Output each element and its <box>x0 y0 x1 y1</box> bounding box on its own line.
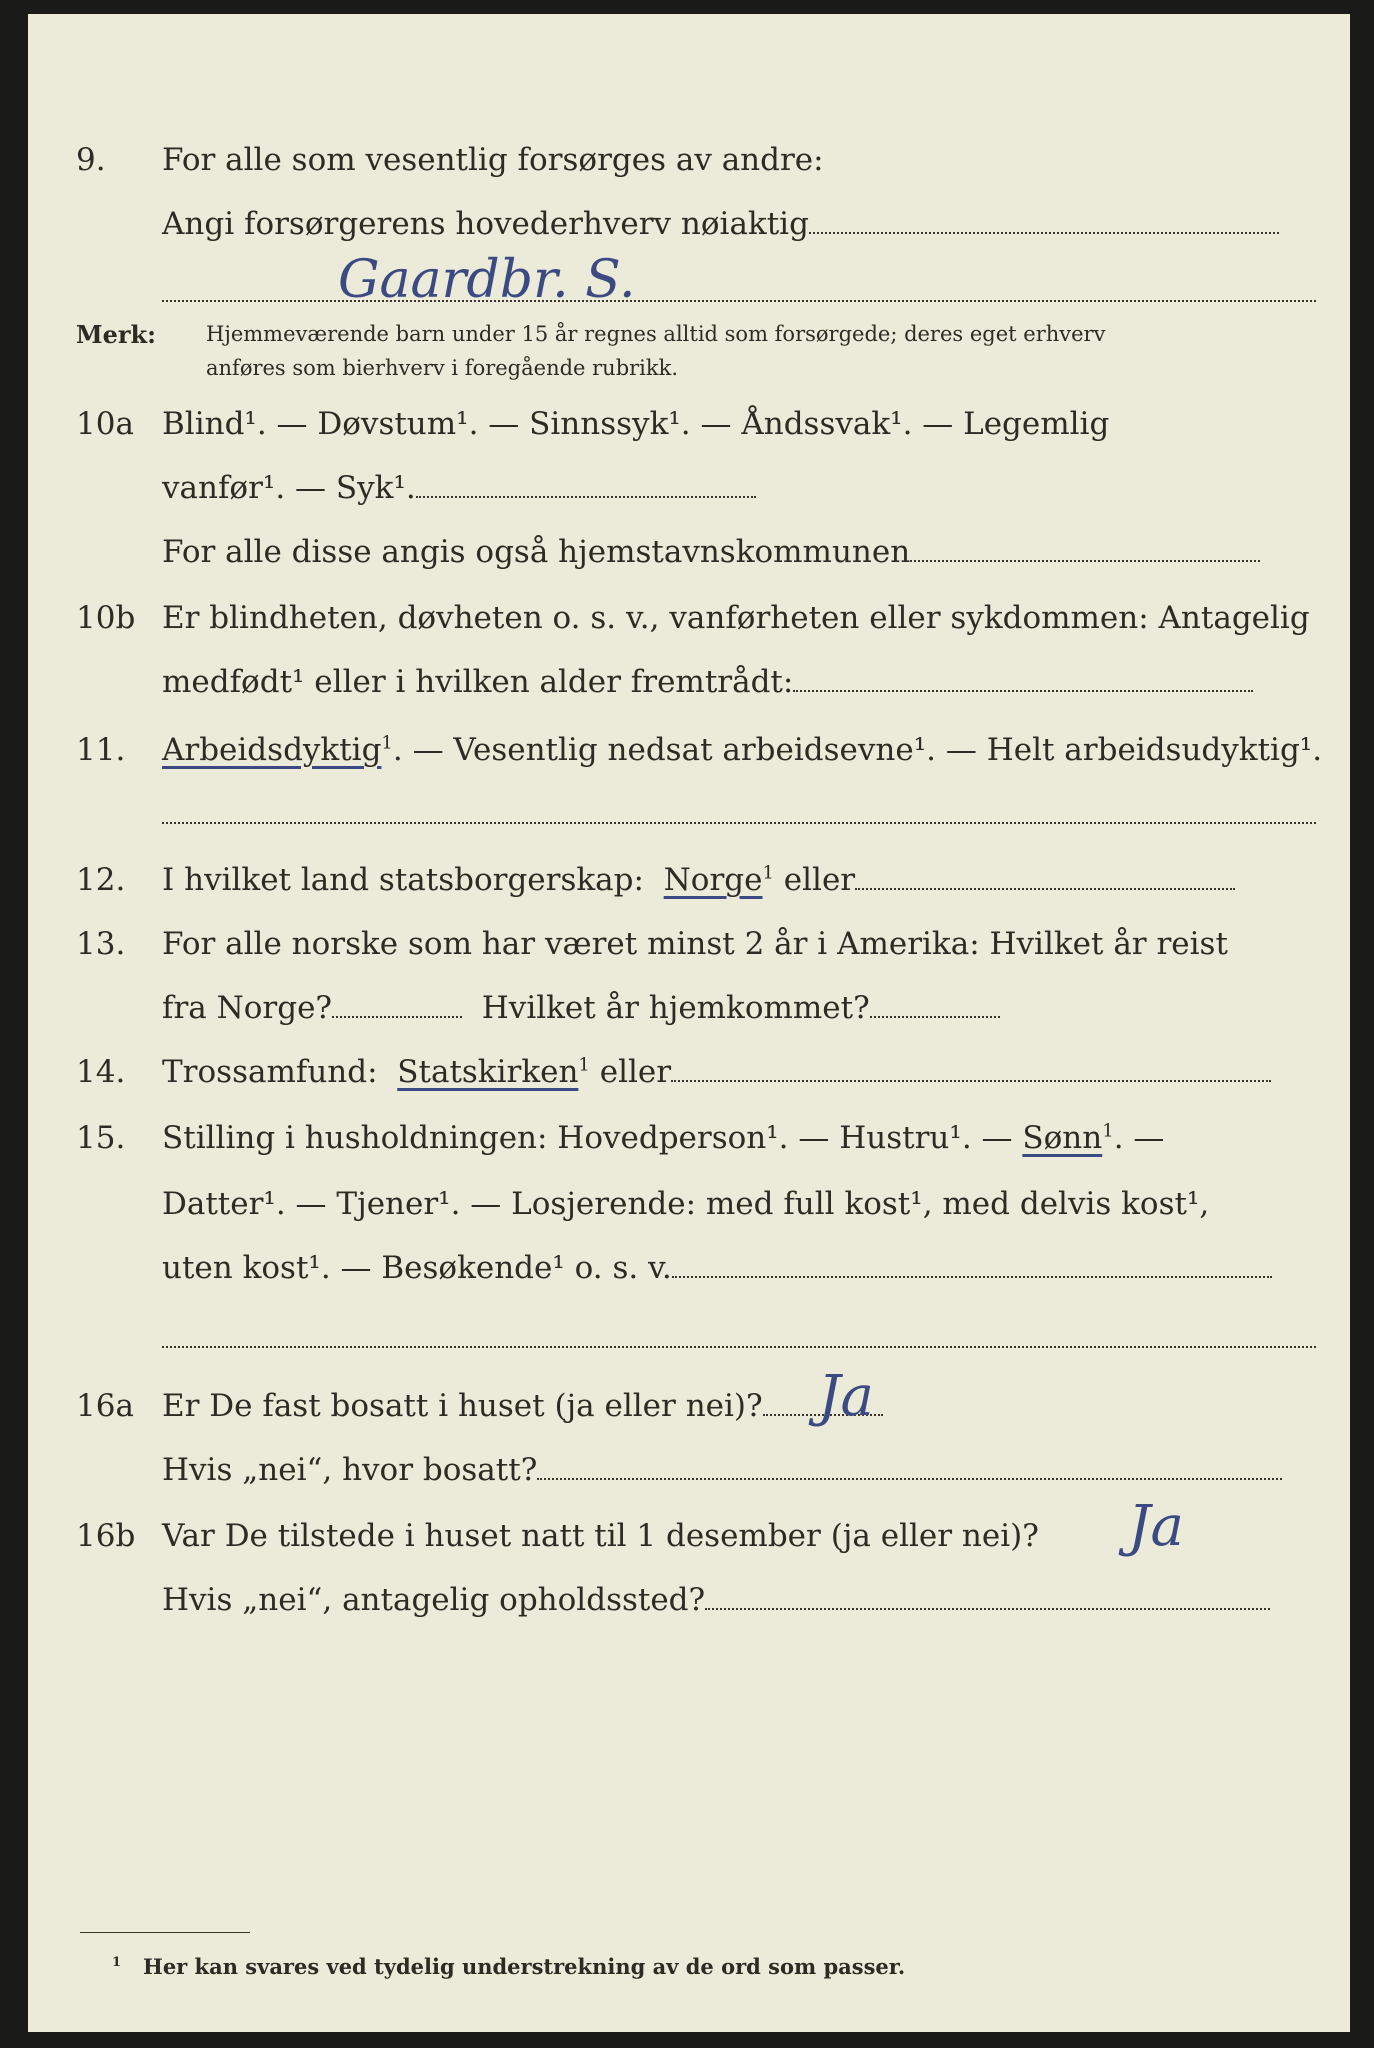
q16a-number: 16a <box>76 1388 134 1424</box>
q9-number: 9. <box>76 142 106 178</box>
q11-rest: . — Vesentlig nedsat arbeidsevne¹. — Helt arbeidsudyktig¹. <box>392 732 1323 768</box>
census-form-page <box>28 14 1350 2032</box>
q12-line <box>162 862 1235 898</box>
merk-line2: anføres som bierhverv i foregående rubrikk. <box>206 356 679 380</box>
merk-line1: Hjemmeværende barn under 15 år regnes alltid som forsørgede; deres eget erhverv <box>206 322 1106 346</box>
q15-line3 <box>162 1250 1272 1286</box>
q11-number: 11. <box>76 732 126 768</box>
q10b-number: 10b <box>76 600 136 636</box>
q14-post: eller <box>599 1054 672 1090</box>
q13-line2b: Hvilket år hjemkommet? <box>481 990 870 1026</box>
q10b-line2 <box>162 664 1253 700</box>
q14-answer-line <box>671 1079 1271 1082</box>
footnote-text: Her kan svares ved tydelig understrekning av de ord som passer. <box>142 1954 906 1979</box>
q10b-line2-text: medfødt¹ eller i hvilken alder fremtrådt: <box>162 664 794 700</box>
q15-number: 15. <box>76 1120 126 1156</box>
q9-line1: For alle som vesentlig forsørges av andre: <box>162 142 824 178</box>
q10b-answer-line <box>793 689 1253 692</box>
q16b-line2-text: Hvis „nei“, antagelig opholdssted? <box>162 1582 706 1618</box>
q12-option-norge: Norge <box>663 862 763 898</box>
q14-option-statskirken: Statskirken <box>397 1054 579 1090</box>
q15-line1 <box>162 1120 1164 1156</box>
q13-line1: For alle norske som har været minst 2 år i Amerika: Hvilket år reist <box>162 926 1228 962</box>
merk-label: Merk: <box>76 320 156 349</box>
q15-answer-rule <box>162 1346 1316 1348</box>
q12-answer-line <box>855 887 1235 890</box>
q10a-syk-line <box>416 495 756 498</box>
q10a-number: 10a <box>76 406 134 442</box>
q10a-line1: Blind¹. — Døvstum¹. — Sinnssyk¹. — Åndssvak¹. — Legemlig <box>162 406 1110 442</box>
q10b-line1: Er blindheten, døvheten o. s. v., vanførheten eller sykdommen: Antagelig <box>162 600 1310 636</box>
q16a-line1 <box>162 1388 883 1424</box>
q11-option-arbeidsdyktig: Arbeidsdyktig <box>162 732 382 768</box>
q10a-line2 <box>162 470 756 506</box>
footnote-mark: 1 <box>112 1955 122 1970</box>
q13-line2 <box>162 990 1000 1026</box>
q9-answer-rule <box>162 300 1316 302</box>
q10a-line3-text: For alle disse angis også hjemstavnskommunen <box>162 534 911 570</box>
q15-option-sonn: Sønn <box>1022 1120 1103 1156</box>
q14-footnote-mark: 1 <box>578 1054 590 1076</box>
q12-number: 12. <box>76 862 126 898</box>
q10a-line3 <box>162 534 1260 570</box>
q15-footnote-mark: 1 <box>1102 1120 1114 1142</box>
q9-line2 <box>162 206 1279 242</box>
q16a-line1-text: Er De fast bosatt i huset (ja eller nei)? <box>162 1388 763 1424</box>
q10a-kommune-line <box>910 559 1260 562</box>
q16b-number: 16b <box>76 1518 136 1554</box>
q11-line <box>162 732 1322 768</box>
q16a-handwritten-answer: Ja <box>818 1364 874 1429</box>
q9-handwritten-answer: Gaardbr. S. <box>338 250 636 310</box>
q9-line2-text: Angi forsørgerens hovederhverv nøiaktig <box>162 206 809 242</box>
q15-line1a: Stilling i husholdningen: Hovedperson¹. — Hustru¹. — <box>162 1120 1013 1156</box>
q16a-bosatt-line <box>537 1477 1282 1480</box>
q12-pre: I hvilket land statsborgerskap: <box>162 862 644 898</box>
q11-footnote-mark: 1 <box>381 732 393 754</box>
q16b-handwritten-answer: Ja <box>1128 1494 1184 1559</box>
q15-line2: Datter¹. — Tjener¹. — Losjerende: med full kost¹, med delvis kost¹, <box>162 1186 1210 1222</box>
footnote <box>112 1954 905 1979</box>
q11-answer-rule <box>162 822 1316 824</box>
q14-pre: Trossamfund: <box>162 1054 378 1090</box>
q16a-line2 <box>162 1452 1282 1488</box>
q14-line <box>162 1054 1271 1090</box>
q10a-line2-text: vanfør¹. — Syk¹. <box>162 470 416 506</box>
q16b-line1: Var De tilstede i huset natt til 1 desember (ja eller nei)? <box>162 1518 1039 1554</box>
q16b-line2 <box>162 1582 1270 1618</box>
q15-answer-line <box>672 1275 1272 1278</box>
q13-reist-line <box>332 1015 462 1018</box>
q15-line3-text: uten kost¹. — Besøkende¹ o. s. v. <box>162 1250 672 1286</box>
q16b-opholdssted-line <box>705 1607 1270 1610</box>
q14-number: 14. <box>76 1054 126 1090</box>
q12-post: eller <box>783 862 856 898</box>
q13-hjemkommet-line <box>870 1015 1000 1018</box>
q9-answer-line <box>809 231 1279 234</box>
footnote-separator <box>80 1932 250 1933</box>
q13-line2a: fra Norge? <box>162 990 333 1026</box>
q16a-line2-text: Hvis „nei“, hvor bosatt? <box>162 1452 538 1488</box>
q12-footnote-mark: 1 <box>762 862 774 884</box>
q15-line1b: . — <box>1113 1120 1165 1156</box>
q13-number: 13. <box>76 926 126 962</box>
